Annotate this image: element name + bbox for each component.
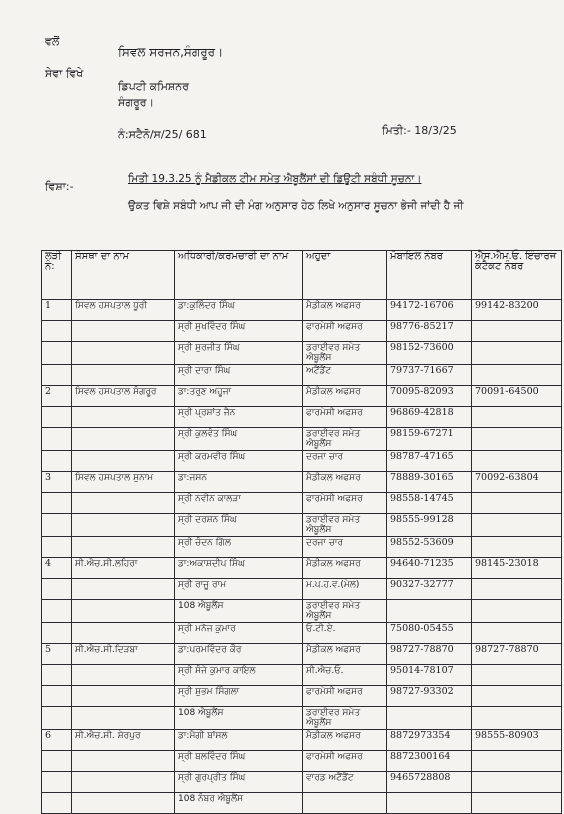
- cell-designation: ਡਰਾਈਵਰ ਸਮੇਤ ਐਬੂਲੈਂਸ: [303, 600, 387, 623]
- cell-designation: ਓ.ਟੀ.ਏ.: [303, 623, 387, 644]
- cell-officer: ਸ੍ਰੀ ਬਲਵਿੰਦਰ ਸਿੰਘ: [175, 751, 303, 772]
- cell-institution: [72, 793, 175, 814]
- cell-institution: [72, 451, 175, 472]
- cell-institution: [72, 707, 175, 730]
- cell-officer: ਸ੍ਰੀ ਸੰਜੇ ਕੁਮਾਰ ਕਾਇਲ: [175, 665, 303, 686]
- cell-smo-contact: 98727-78870: [472, 644, 562, 665]
- table-row: [42, 644, 562, 665]
- cell-institution: [72, 537, 175, 558]
- cell-designation: [303, 793, 387, 814]
- cell-institution: [72, 686, 175, 707]
- cell-institution: [72, 579, 175, 600]
- cell-mobile: 75080-05455: [387, 623, 472, 644]
- cell-designation: ਮੈਡੀਕਲ ਅਫਸਰ: [303, 386, 387, 407]
- cell-smo-contact: [472, 428, 562, 451]
- cell-designation: ਫਾਰਮੇਸੀ ਅਫਸਰ: [303, 493, 387, 514]
- table-row: [42, 428, 562, 451]
- cell-serial: [42, 493, 72, 514]
- cell-smo-contact: [472, 514, 562, 537]
- cell-officer: ਸ੍ਰੀ ਸੁਖਵਿੰਦਰ ਸਿੰਘ: [175, 321, 303, 342]
- cell-mobile: 98776-85217: [387, 321, 472, 342]
- cell-mobile: 98552-53609: [387, 537, 472, 558]
- subject-label: ਵਿਸ਼ਾ:-: [45, 180, 74, 193]
- cell-designation: ਮੈਡੀਕਲ ਅਫਸਰ: [303, 558, 387, 579]
- table-row: [42, 300, 562, 321]
- cell-serial: [42, 793, 72, 814]
- table-row: [42, 665, 562, 686]
- cell-designation: ਮੈਡੀਕਲ ਅਫਸਰ: [303, 300, 387, 321]
- table-row: [42, 386, 562, 407]
- table-row: [42, 472, 562, 493]
- table-row: [42, 451, 562, 472]
- cell-officer: ਸ੍ਰੀ ਮਨੋਜ ਕੁਮਾਰ: [175, 623, 303, 644]
- cell-institution: [72, 772, 175, 793]
- cell-serial: [42, 665, 72, 686]
- cell-designation: ਮ.ਪ.ਹ.ਵ.(ਮੇਲ): [303, 579, 387, 600]
- cell-serial: [42, 514, 72, 537]
- cell-institution: [72, 665, 175, 686]
- cell-smo-contact: [472, 451, 562, 472]
- cell-smo-contact: [472, 579, 562, 600]
- table-row: [42, 537, 562, 558]
- cell-designation: ਮੈਡੀਕਲ ਅਫਸਰ: [303, 472, 387, 493]
- header-mobile: ਮੋਬਾਇਲ ਨੰਬਰ: [387, 251, 472, 300]
- cell-smo-contact: [472, 407, 562, 428]
- cell-designation: ਡਰਾਈਵਰ ਸਮੇਤ ਐਬੂਲੈਂਸ: [303, 428, 387, 451]
- table-header-row: [42, 251, 562, 300]
- table-row: [42, 686, 562, 707]
- cell-serial: 3: [42, 472, 72, 493]
- cell-institution: [72, 321, 175, 342]
- table-row: [42, 751, 562, 772]
- reference-number: ਨੰ:ਸਟੈਨੋ/ਸ/25/ 681: [118, 128, 207, 141]
- cell-institution: [72, 751, 175, 772]
- cell-officer: ਡਾ:ਪਰਮਵਿੰਦਰ ਕੌਰ: [175, 644, 303, 665]
- cell-institution: [72, 600, 175, 623]
- cell-serial: [42, 451, 72, 472]
- cell-smo-contact: [472, 793, 562, 814]
- table-row: [42, 514, 562, 537]
- cell-mobile: 98555-99128: [387, 514, 472, 537]
- subject-text: ਮਿਤੀ 19.3.25 ਨੂੰ ਮੈਡੀਕਲ ਟੀਮ ਸਮੇਤ ਐਬੂਲੈਂਸਾਂ ਦੀ ਡਿਊਟੀ ਸਬੰਧੀ ਸੂਚਨਾ।: [128, 173, 422, 185]
- cell-institution: [72, 514, 175, 537]
- table-row: [42, 707, 562, 730]
- cell-smo-contact: [472, 751, 562, 772]
- cell-officer: ਸ੍ਰੀ ਚੰਦਨ ਗਿੱਲ: [175, 537, 303, 558]
- table-row: [42, 579, 562, 600]
- cell-officer: ਸ੍ਰੀ ਪ੍ਰਸ਼ਾਂਤ ਜੈਨ: [175, 407, 303, 428]
- cell-serial: [42, 537, 72, 558]
- cell-designation: ਫਾਰਮੇਸੀ ਅਫਸਰ: [303, 686, 387, 707]
- duty-table: [41, 250, 562, 814]
- cell-designation: ਡਰਾਈਵਰ ਸਮੇਤ ਐਬੂਲੈਂਸ: [303, 342, 387, 365]
- cell-serial: [42, 623, 72, 644]
- table-row: [42, 342, 562, 365]
- cell-designation: ਦਰਜਾ ਚਾਰ: [303, 451, 387, 472]
- cell-institution: ਸੀ.ਐਚ.ਸੀ.ਲਹਿਰਾ: [72, 558, 175, 579]
- cell-serial: [42, 707, 72, 730]
- cell-designation: ਡਰਾਈਵਰ ਸਮੇਤ ਐਬੂਲੈਂਸ: [303, 514, 387, 537]
- cell-officer: ਡਾ:ਕੁਲਿੰਦਰ ਸਿੰਘ: [175, 300, 303, 321]
- cell-smo-contact: [472, 600, 562, 623]
- cell-mobile: 96869-42818: [387, 407, 472, 428]
- cell-designation: ਮੈਡੀਕਲ ਅਫਸਰ: [303, 644, 387, 665]
- cell-serial: 1: [42, 300, 72, 321]
- table-row: [42, 493, 562, 514]
- cell-mobile: 94172-16706: [387, 300, 472, 321]
- cell-officer: 108 ਨੰਬਰ ਐਬੂਲੈਂਸ: [175, 793, 303, 814]
- cell-mobile: 79737-71667: [387, 365, 472, 386]
- cell-mobile: 98558-14745: [387, 493, 472, 514]
- cell-smo-contact: [472, 365, 562, 386]
- cell-serial: [42, 686, 72, 707]
- cell-serial: 2: [42, 386, 72, 407]
- cell-smo-contact: [472, 665, 562, 686]
- table-row: [42, 407, 562, 428]
- cell-institution: ਸਿਵਲ ਹਸਪਤਾਲ ਸੁਨਾਮ: [72, 472, 175, 493]
- cell-mobile: 70095-82093: [387, 386, 472, 407]
- cell-officer: ਡਾ:ਜਸਨ: [175, 472, 303, 493]
- cell-mobile: 98727-93302: [387, 686, 472, 707]
- cell-officer: ਸ੍ਰੀ ਸ਼ੁਭਮ ਸਿੰਗਲਾ: [175, 686, 303, 707]
- cell-officer: ਸ੍ਰੀ ਦਾਰਾ ਸਿੰਘ: [175, 365, 303, 386]
- cell-serial: [42, 751, 72, 772]
- cell-officer: ਸ੍ਰੀ ਦਰਸ਼ਨ ਸਿੰਘ: [175, 514, 303, 537]
- table-row: [42, 772, 562, 793]
- cell-officer: ਸ੍ਰੀ ਨਵੀਨ ਕਾਲੜਾ: [175, 493, 303, 514]
- cell-designation: ਫਾਰਮੇਸੀ ਅਫਸਰ: [303, 751, 387, 772]
- cell-institution: ਸੀ.ਐਚ.ਸੀ.ਦਿੜਬਾ: [72, 644, 175, 665]
- cell-institution: ਸਿਵਲ ਹਸਪਤਾਲ ਧੂਰੀ: [72, 300, 175, 321]
- header-officer: ਅਧਿਕਾਰੀ/ਕਰਮਚਾਰੀ ਦਾ ਨਾਮ: [175, 251, 303, 300]
- cell-designation: ਡਰਾਈਵਰ ਸਮੇਤ ਐਬੂਲੈਂਸ: [303, 707, 387, 730]
- cell-mobile: 98152-73600: [387, 342, 472, 365]
- cell-officer: ਡਾ:ਅਕਾਸ਼ਦੀਪ ਸਿੰਘ: [175, 558, 303, 579]
- cell-mobile: 9465728808: [387, 772, 472, 793]
- cell-mobile: [387, 600, 472, 623]
- cell-mobile: [387, 793, 472, 814]
- cell-smo-contact: 70092-63804: [472, 472, 562, 493]
- cell-smo-contact: 99142-83200: [472, 300, 562, 321]
- cell-serial: 5: [42, 644, 72, 665]
- cell-serial: [42, 579, 72, 600]
- table-row: [42, 365, 562, 386]
- cell-officer: ਸ੍ਰੀ ਗੁਰਪ੍ਰੀਤ ਸਿੰਘ: [175, 772, 303, 793]
- cell-smo-contact: [472, 493, 562, 514]
- cell-institution: [72, 365, 175, 386]
- cell-designation: ਅਟੈਂਡੈਂਟ: [303, 365, 387, 386]
- cell-smo-contact: [472, 772, 562, 793]
- cell-institution: [72, 342, 175, 365]
- cell-smo-contact: [472, 623, 562, 644]
- cell-designation: ਸੀ.ਐਚ.ਓ.: [303, 665, 387, 686]
- cell-serial: 6: [42, 730, 72, 751]
- cell-institution: ਸੀ.ਐਚ.ਸੀ. ਸ਼ੇਰਪੁਰ: [72, 730, 175, 751]
- cell-designation: ਵਾਰਡ ਅਟੈਂਡੈਂਟ: [303, 772, 387, 793]
- cell-institution: [72, 428, 175, 451]
- from-value: ਸਿਵਲ ਸਰਜਨ,ਸੰਗਰੂਰ।: [118, 45, 224, 59]
- cell-smo-contact: [472, 537, 562, 558]
- cell-designation: ਦਰਜਾ ਚਾਰ: [303, 537, 387, 558]
- cell-serial: [42, 365, 72, 386]
- cell-institution: [72, 407, 175, 428]
- cell-officer: ਡਾ:ਮੈਗੀ ਬਾਂਸਲ: [175, 730, 303, 751]
- letter-date: ਮਿਤੀ:- 18/3/25: [382, 124, 457, 137]
- cell-serial: [42, 600, 72, 623]
- cell-serial: [42, 321, 72, 342]
- cell-mobile: 78889-30165: [387, 472, 472, 493]
- cell-officer: ਸ੍ਰੀ ਸੁਰਜੀਤ ਸਿੰਘ: [175, 342, 303, 365]
- table-row: [42, 558, 562, 579]
- body-text: ਉਕਤ ਵਿਸ਼ੇ ਸਬੰਧੀ ਆਪ ਜੀ ਦੀ ਮੰਗ ਅਨੁਸਾਰ ਹੇਠ ਲਿਖੇ ਅਨੁਸਾਰ ਸੂਚਨਾ ਭੇਜੀ ਜਾਂਦੀ ਹੈ ਜੀ: [128, 200, 464, 212]
- cell-officer: ਸ੍ਰੀ ਰਾਜੂ ਰਾਮ: [175, 579, 303, 600]
- cell-smo-contact: [472, 342, 562, 365]
- to-line2: ਸੰਗਰੂਰ।: [118, 96, 155, 109]
- cell-officer: ਡਾ:ਤਰੁਣ ਅਹੂਜਾ: [175, 386, 303, 407]
- cell-institution: ਸਿਵਲ ਹਸਪਤਾਲ ਸੰਗਰੂਰ: [72, 386, 175, 407]
- table-row: [42, 623, 562, 644]
- cell-mobile: 95014-78107: [387, 665, 472, 686]
- cell-serial: [42, 342, 72, 365]
- cell-mobile: 8872300164: [387, 751, 472, 772]
- table-row: [42, 793, 562, 814]
- cell-officer: ਸ੍ਰੀ ਕਰਮਵੀਰ ਸਿੰਘ: [175, 451, 303, 472]
- cell-institution: [72, 493, 175, 514]
- cell-smo-contact: [472, 707, 562, 730]
- from-label: ਵਲੋਂ: [45, 35, 60, 48]
- cell-mobile: 90327-32777: [387, 579, 472, 600]
- cell-mobile: 8872973354: [387, 730, 472, 751]
- to-line1: ਡਿਪਟੀ ਕਮਿਸ਼ਨਰ: [118, 80, 189, 93]
- cell-mobile: 98727-78870: [387, 644, 472, 665]
- header-institution: ਸੰਸਥਾ ਦਾ ਨਾਮ: [72, 251, 175, 300]
- cell-smo-contact: 98145-23018: [472, 558, 562, 579]
- cell-serial: [42, 772, 72, 793]
- cell-designation: ਫਾਰਮੇਸੀ ਅਫਸਰ: [303, 407, 387, 428]
- cell-smo-contact: 98555-80903: [472, 730, 562, 751]
- cell-serial: 4: [42, 558, 72, 579]
- cell-mobile: 98787-47165: [387, 451, 472, 472]
- to-label: ਸੇਵਾ ਵਿਖੇ: [45, 67, 84, 80]
- cell-institution: [72, 623, 175, 644]
- cell-serial: [42, 428, 72, 451]
- cell-serial: [42, 407, 72, 428]
- cell-mobile: 94640-71235: [387, 558, 472, 579]
- cell-officer: 108 ਐਬੂਲੈਂਸ: [175, 707, 303, 730]
- cell-officer: ਸ੍ਰੀ ਕੁਲਵੰਤ ਸਿੰਘ: [175, 428, 303, 451]
- table-row: [42, 730, 562, 751]
- header-designation: ਅਹੁਦਾ: [303, 251, 387, 300]
- cell-smo-contact: 70091-64500: [472, 386, 562, 407]
- header-serial: ਲੜੀ ਨੰ:: [42, 251, 72, 300]
- cell-designation: ਮੈਡੀਕਲ ਅਫਸਰ: [303, 730, 387, 751]
- table-row: [42, 321, 562, 342]
- table-row: [42, 600, 562, 623]
- cell-officer: 108 ਐਬੂਲੈਂਸ: [175, 600, 303, 623]
- cell-smo-contact: [472, 686, 562, 707]
- cell-designation: ਫਾਰਮੇਸੀ ਅਫਸਰ: [303, 321, 387, 342]
- header-smo-contact: ਐਸ.ਐਮ.ਓ. ਇੰਚਾਰਜ ਕੰਟੈਕਟ ਨੰਬਰ: [472, 251, 562, 300]
- cell-mobile: [387, 707, 472, 730]
- cell-smo-contact: [472, 321, 562, 342]
- cell-mobile: 98159-67271: [387, 428, 472, 451]
